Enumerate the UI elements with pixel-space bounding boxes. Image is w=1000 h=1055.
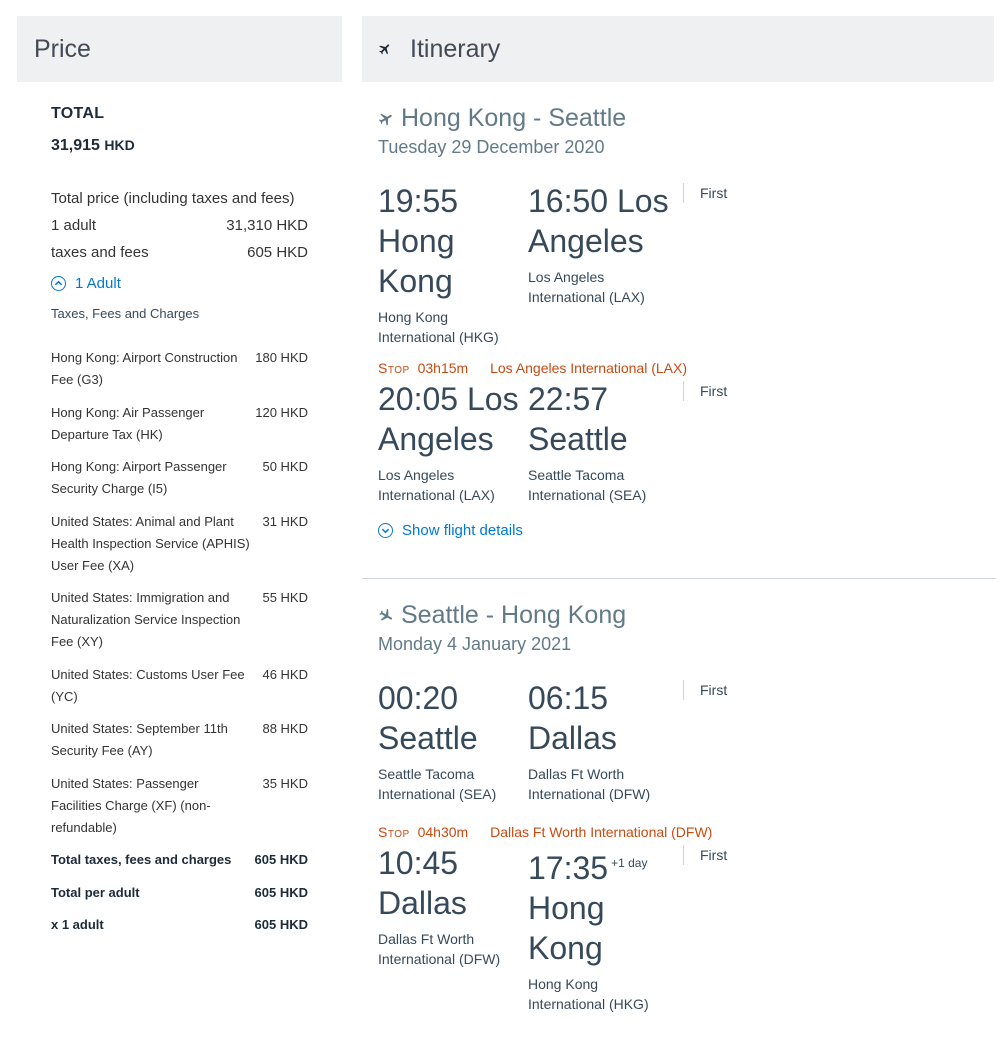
total-price-label: Total price (including taxes and fees) [51, 190, 295, 207]
tax-row [51, 456, 308, 500]
departure-info [378, 678, 528, 804]
departure-info [378, 843, 528, 969]
stop-airport: Los Angeles International (LAX) [490, 360, 687, 376]
tax-row [51, 773, 308, 839]
arrival-time-row [528, 843, 678, 888]
slice-date: Tuesday 29 December 2020 [378, 137, 605, 157]
arrival-airport: Los Angeles International (LAX) [528, 269, 645, 305]
arrival-city-line1: Hong [528, 890, 605, 926]
tax-amount: 180 HKD [255, 350, 308, 365]
departure-time: 20:05 [378, 381, 459, 417]
adult-fare-label: 1 adult [51, 217, 97, 234]
departure-airport: Dallas Ft Worth International (DFW) [378, 931, 501, 967]
arrival-time: 17:35 [528, 850, 609, 886]
flight-segment [378, 843, 994, 1013]
arrival-airport: Seattle Tacoma International (SEA) [528, 467, 647, 503]
cabin-class: First [683, 845, 727, 865]
tax-amount: 120 HKD [255, 404, 308, 420]
tax-row [51, 664, 308, 708]
tax-row [51, 587, 308, 653]
flight-segment [378, 181, 994, 357]
arrival-airport: Dallas Ft Worth International (DFW) [528, 766, 651, 802]
slice-route: Hong Kong - Seattle [401, 104, 627, 132]
cabin-class: First [683, 381, 727, 401]
price-breakdown [51, 185, 308, 266]
airplane-icon [378, 42, 392, 56]
adult-fare-amount: 31,310 HKD [226, 217, 308, 234]
arrival-time: 16:50 [528, 183, 609, 219]
departure-time: 10:45 [378, 845, 459, 881]
arrival-time: 06:15 [528, 680, 609, 716]
tax-name: United States: Passenger Facilities Charge (XF) (non-refundable) [51, 775, 211, 835]
slice-outbound [362, 104, 994, 539]
tax-amount: 31 HKD [262, 513, 308, 529]
departure-info [378, 379, 528, 505]
stop-label: Stop [378, 360, 410, 376]
tax-name: United States: Animal and Plant Health Inspection Service (APHIS) User Fee (XA) [51, 513, 250, 573]
arrival-time: 22:57 [528, 381, 609, 417]
tax-name: United States: Immigration and Naturalization Service Inspection Fee (XY) [51, 590, 241, 649]
tax-amount: 55 HKD [262, 590, 308, 605]
adult-breakdown-toggle[interactable] [51, 275, 308, 292]
summary-amount: 605 HKD [254, 884, 308, 900]
arrival-info [528, 379, 678, 505]
departure-city-line1: Los [466, 381, 519, 417]
show-flight-details-label: Show flight details [402, 522, 523, 539]
summary-amount: 605 HKD [254, 917, 308, 932]
price-body [17, 105, 342, 936]
departure-airport: Hong Kong International (HKG) [378, 309, 499, 345]
tax-name: Hong Kong: Air Passenger Departure Tax (HK) [51, 404, 205, 442]
departure-time: 00:20 [378, 680, 459, 716]
arrival-city-line2: Kong [528, 930, 603, 966]
tax-amount: 88 HKD [262, 721, 308, 736]
stop-info [378, 357, 994, 379]
cabin-class: First [683, 680, 727, 700]
slice-title [378, 104, 994, 133]
arrival-plane-icon [378, 608, 394, 624]
tax-amount: 46 HKD [262, 666, 308, 682]
tax-list [51, 347, 308, 936]
summary-row-per-adult [51, 882, 308, 904]
slice-route: Seattle - Hong Kong [401, 601, 627, 629]
total-currency: HKD [104, 137, 135, 153]
itinerary-panel [362, 16, 994, 1013]
summary-row-x-adult [51, 914, 308, 936]
tax-amount: 50 HKD [262, 459, 308, 474]
departure-time: 19:55 [378, 183, 459, 219]
adult-toggle-label: 1 Adult [75, 275, 121, 292]
tax-name: Hong Kong: Airport Construction Fee (G3) [51, 350, 238, 387]
departure-airport: Los Angeles International (LAX) [378, 467, 495, 503]
slice-date: Monday 4 January 2021 [378, 634, 572, 654]
tax-amount: 35 HKD [262, 775, 308, 791]
price-header-title: Price [34, 34, 91, 63]
arrival-airport: Hong Kong International (HKG) [528, 976, 649, 1012]
chevron-up-icon [51, 276, 66, 291]
tax-row [51, 347, 308, 391]
arrival-info [528, 678, 678, 804]
flight-segment [378, 678, 994, 821]
taxes-fees-amount: 605 HKD [247, 244, 308, 261]
adult-fare-row [51, 212, 308, 239]
price-panel [17, 16, 342, 947]
stop-info [378, 821, 994, 843]
departure-city-line2: Angeles [378, 421, 494, 457]
total-amount: 31,915 [51, 137, 100, 154]
summary-amount: 605 HKD [254, 852, 308, 867]
tax-name: United States: Customs User Fee (YC) [51, 666, 245, 704]
taxes-fees-row [51, 239, 308, 266]
plus-day-indicator: +1 day [611, 856, 648, 870]
departure-time-city [378, 379, 528, 419]
departure-info [378, 181, 528, 347]
stop-duration: 03h15m [417, 360, 469, 376]
arrival-info [528, 843, 678, 1014]
itinerary-header [362, 16, 994, 82]
stop-duration: 04h30m [417, 824, 469, 840]
itinerary-header-title [362, 35, 500, 64]
departure-city-line1: Hong [378, 223, 455, 259]
slice-divider [362, 578, 996, 579]
departure-plane-icon [378, 111, 394, 127]
total-value [51, 137, 308, 155]
slice-return [362, 601, 994, 1013]
arrival-city-line2: Angeles [528, 223, 644, 259]
arrival-time-city [528, 181, 678, 221]
tax-row [51, 402, 308, 446]
price-header [17, 16, 342, 82]
departure-city-line2: Kong [378, 263, 453, 299]
stop-airport: Dallas Ft Worth International (DFW) [490, 824, 713, 840]
departure-airport: Seattle Tacoma International (SEA) [378, 766, 497, 802]
arrival-city-line1: Seattle [528, 421, 628, 457]
show-flight-details-link[interactable] [378, 522, 994, 539]
summary-label: x 1 adult [51, 917, 104, 932]
arrival-city-line1: Los [616, 183, 669, 219]
departure-city-line1: Dallas [378, 885, 467, 921]
arrival-city-line1: Dallas [528, 720, 617, 756]
slice-title [378, 601, 994, 630]
itinerary-title-text: Itinerary [410, 34, 501, 63]
tax-name: Hong Kong: Airport Passenger Security Charge (I5) [51, 459, 227, 496]
tax-row [51, 511, 308, 577]
tax-name: United States: September 11th Security Fee (AY) [51, 721, 228, 758]
stop-label: Stop [378, 824, 410, 840]
summary-row-total-taxes [51, 849, 308, 871]
summary-label: Total per adult [51, 884, 140, 900]
taxes-fees-charges-heading: Taxes, Fees and Charges [51, 306, 200, 321]
departure-city-line1: Seattle [378, 720, 478, 756]
arrival-info [528, 181, 678, 307]
cabin-class: First [683, 183, 727, 203]
taxes-fees-label: taxes and fees [51, 244, 149, 261]
flight-segment [378, 379, 994, 522]
chevron-down-icon [378, 523, 393, 538]
total-label: TOTAL [51, 105, 105, 122]
tax-row [51, 718, 308, 762]
summary-label: Total taxes, fees and charges [51, 852, 232, 867]
